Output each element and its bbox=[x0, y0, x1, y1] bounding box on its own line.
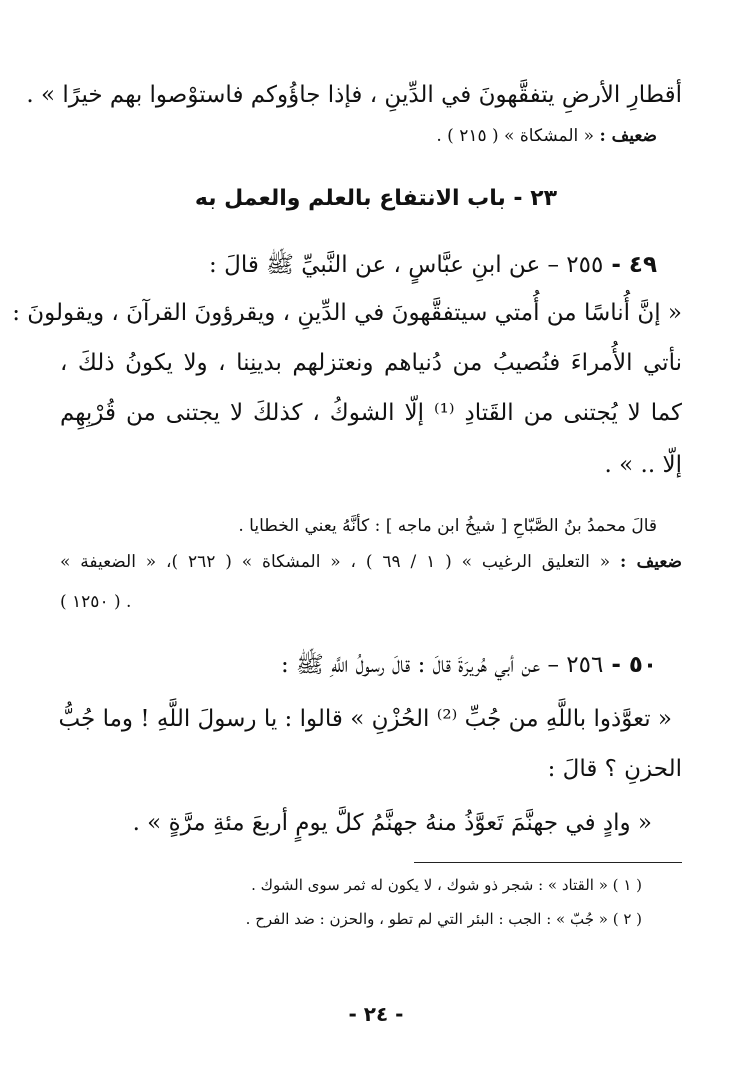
hadith-50-line-2: الحزنِ ؟ قالَ : bbox=[547, 756, 682, 782]
hadith-49-note: قالَ محمدُ بنُ الصَّبّاحِ [ شيخُ ابن ماجه ] : كأنَّهُ يعني الخطايا . bbox=[238, 516, 657, 536]
hadith-chain: ٢٥٦ – عن أبي هُريرَةَ قالَ : قالَ رسولُ اللَّهِ ﷺ : bbox=[280, 652, 604, 678]
hadith-49-header bbox=[60, 248, 657, 283]
grade-label: ضعيف : bbox=[619, 552, 682, 572]
hadith-49-line-3: كما لا يُجتنى من القَتادِ ⁽¹⁾ إلّا الشوكُ ، كذلكَ لا يجتنى من قُرْبِهِم bbox=[60, 400, 682, 426]
page-number: - ٢٤ - bbox=[348, 1002, 404, 1026]
grade-text: « المشكاة » ( ٢١٥ ) . bbox=[436, 126, 595, 146]
intro-line: أقطارِ الأرضِ يتفقَّهونَ في الدِّينِ ، فإذا جاؤُوكم فاستوْصوا بهم خيرًا » . bbox=[26, 82, 682, 108]
chapter-title: ٢٣ - باب الانتفاع بالعلم والعمل به bbox=[194, 186, 558, 211]
hadith-49-grade bbox=[60, 550, 682, 576]
grade-label: ضعيف : bbox=[599, 126, 657, 146]
footnote-1: ( ١ ) « القتاد » : شجر ذو شوك ، لا يكون له ثمر سوى الشوك . bbox=[251, 876, 642, 894]
hadith-49-grade-end: . ( ١٢٥٠ ) bbox=[60, 592, 132, 612]
footnote-divider bbox=[414, 862, 682, 863]
hadith-50-line-1: « تعوَّذوا باللَّهِ من جُبِّ ⁽²⁾ الحُزْنِ » قالوا : يا رسولَ اللَّهِ ! وما جُبُّ bbox=[58, 706, 672, 732]
hadith-49-line-2: نأتي الأُمراءَ فنُصيبُ من دُنياهم ونعتزلهم بدينِنا ، ولا يكونُ ذلكَ ، bbox=[60, 350, 682, 376]
hadith-49-line-1: « إنَّ أُناسًا من أُمتي سيتفقَّهونَ في الدِّينِ ، ويقرؤونَ القرآنَ ، ويقولونَ : bbox=[12, 300, 682, 326]
hadith-50-header bbox=[60, 648, 657, 683]
hadith-chain: ٢٥٥ – عن ابنِ عبَّاسٍ ، عن النَّبيِّ ﷺ قالَ : bbox=[209, 252, 604, 278]
hadith-49-line-4: إلّا .. » . bbox=[604, 452, 682, 478]
footnote-2: ( ٢ ) « جُبّ » : الجب : البئر التي لم تطو ، والحزن : ضد الفرح . bbox=[245, 910, 642, 928]
grade-text: « التعليق الرغيب » ( ١ / ٦٩ ) ، « المشكاة » ( ٢٦٢ )، « الضعيفة » bbox=[60, 552, 611, 572]
hadith-number: ٥٠ - bbox=[603, 652, 657, 678]
intro-grade bbox=[60, 124, 657, 150]
hadith-50-line-3: « وادٍ في جهنَّمَ تَعوَّذُ منهُ جهنَّمُ كلَّ يومٍ أربعَ مئةِ مرَّةٍ » . bbox=[132, 810, 652, 836]
hadith-number: ٤٩ - bbox=[603, 252, 657, 278]
